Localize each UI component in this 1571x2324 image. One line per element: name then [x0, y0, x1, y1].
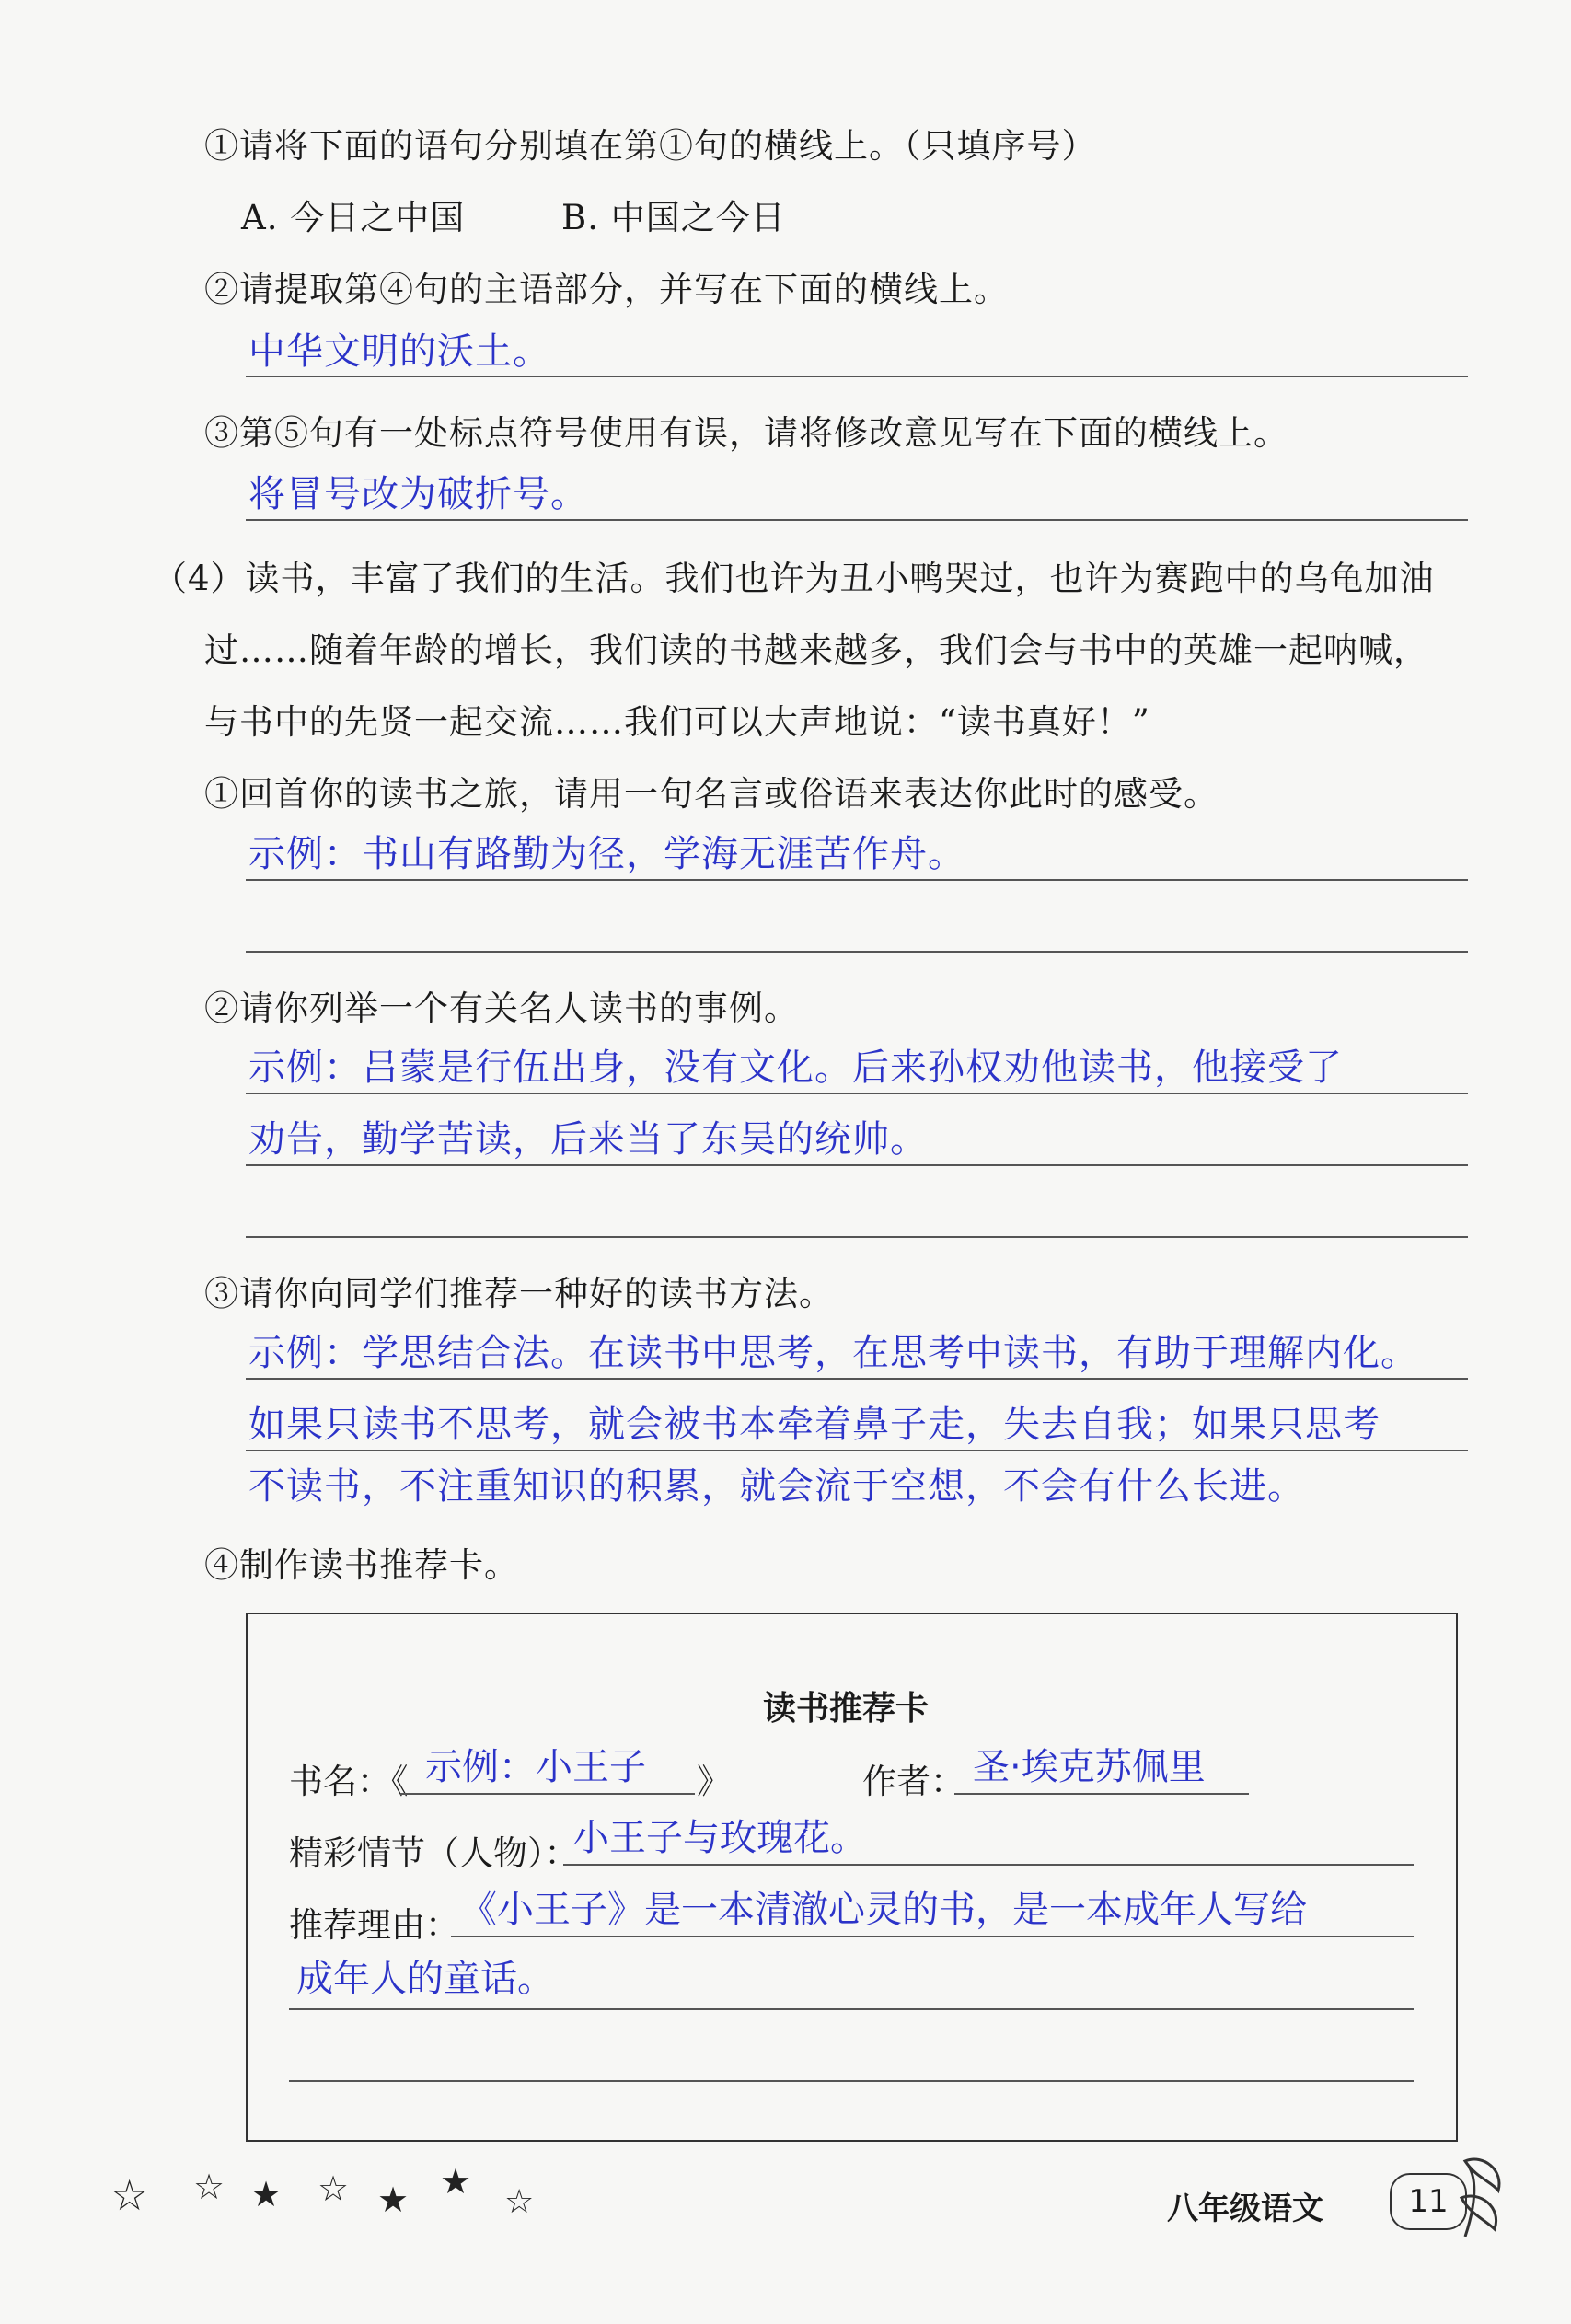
- star-outline-icon: ☆: [193, 2167, 225, 2207]
- q3-answer-3: 将冒号改为破折号。: [248, 473, 588, 515]
- card-author-label: 作者：: [862, 1762, 965, 1801]
- card-book-close: 》: [697, 1762, 731, 1801]
- answer-line: [246, 376, 1468, 377]
- star-outline-icon: ☆: [504, 2183, 535, 2221]
- q4-sub2-prompt: ②请你列举一个有关名人读书的事例。: [204, 989, 799, 1028]
- card-reason-underline: [289, 2008, 1414, 2010]
- answer-line: [246, 879, 1468, 881]
- footer-grade-label: 八年级语文: [1167, 2191, 1323, 2227]
- q3-answer-2: 中华文明的沃土。: [248, 330, 550, 373]
- q3-sub1-prompt: ①请将下面的语句分别填在第①句的横线上。（只填序号）: [204, 126, 1097, 166]
- answer-line: [246, 1378, 1468, 1380]
- star-outline-icon: ☆: [318, 2168, 350, 2209]
- answer-line: [246, 519, 1468, 521]
- q4-answer-3-line-1: 示例：学思结合法。在读书中思考，在思考中读书，有助于理解内化。: [248, 1332, 1418, 1374]
- q3-option-b: B. 中国之今日: [561, 198, 786, 237]
- q4-sub1-prompt: ①回首你的读书之旅，请用一句名言或俗语来表达你此时的感受。: [204, 774, 1219, 814]
- card-reason-label: 推荐理由：: [289, 1905, 459, 1945]
- card-book-value: 示例：小王子: [425, 1746, 646, 1788]
- card-plot-value: 小王子与玫瑰花。: [572, 1817, 867, 1859]
- q4-intro-line-3: 与书中的先贤一起交流……我们可以大声地说：“读书真好！”: [204, 702, 1150, 742]
- card-author-underline: [954, 1793, 1249, 1795]
- star-outline-icon: ☆: [110, 2170, 149, 2220]
- card-author-value: 圣·埃克苏佩里: [973, 1746, 1206, 1788]
- card-reason-line-1: 《小王子》是一本清澈心灵的书，是一本成年人写给: [460, 1889, 1307, 1931]
- answer-line: [246, 1450, 1468, 1451]
- q4-intro-line-2: 过……随着年龄的增长，我们读的书越来越多，我们会与书中的英雄一起呐喊，: [204, 630, 1428, 670]
- card-plot-underline: [563, 1864, 1414, 1866]
- q4-intro-line-1: （4）读书，丰富了我们的生活。我们也许为丑小鸭哭过，也许为赛跑中的乌龟加油: [153, 559, 1435, 598]
- answer-line: [246, 1236, 1468, 1238]
- q4-sub3-prompt: ③请你向同学们推荐一种好的读书方法。: [204, 1274, 834, 1313]
- q4-sub4-prompt: ④制作读书推荐卡。: [204, 1545, 519, 1585]
- answer-line: [246, 1093, 1468, 1094]
- card-book-label: 书名：《: [289, 1762, 409, 1801]
- answer-line: [246, 1164, 1468, 1166]
- q4-answer-2-line-1: 示例：吕蒙是行伍出身，没有文化。后来孙权劝他读书，他接受了: [248, 1046, 1343, 1089]
- answer-line: [246, 951, 1468, 953]
- card-reason-underline: [451, 1936, 1414, 1937]
- q3-sub3-prompt: ③第⑤句有一处标点符号使用有误，请将修改意见写在下面的横线上。: [204, 413, 1288, 453]
- star-filled-icon: ★: [250, 2174, 283, 2214]
- q4-answer-2-line-2: 劝告，勤学苦读，后来当了东吴的统帅。: [248, 1118, 928, 1161]
- q3-sub2-prompt: ②请提取第④句的主语部分，并写在下面的横线上。: [204, 270, 1009, 309]
- leaf-decoration-icon: [1456, 2154, 1507, 2242]
- q4-answer-1: 示例：书山有路勤为径，学海无涯苦作舟。: [248, 833, 965, 875]
- star-filled-icon: ★: [377, 2179, 410, 2220]
- card-book-underline: [400, 1793, 695, 1795]
- star-filled-icon: ★: [440, 2161, 472, 2202]
- q4-answer-3-line-3: 不读书，不注重知识的积累，就会流于空想，不会有什么长进。: [248, 1465, 1305, 1508]
- card-reason-line-2: 成年人的童话。: [296, 1958, 554, 2000]
- q3-option-a: A. 今日之中国: [241, 198, 466, 237]
- card-plot-label: 精彩情节（人物）：: [289, 1833, 579, 1873]
- card-blank-line: [289, 2080, 1414, 2082]
- q4-answer-3-line-2: 如果只读书不思考，就会被书本牵着鼻子走，失去自我；如果只思考: [248, 1404, 1380, 1446]
- card-title: 读书推荐卡: [763, 1690, 930, 1728]
- page-number: 11: [1390, 2173, 1467, 2230]
